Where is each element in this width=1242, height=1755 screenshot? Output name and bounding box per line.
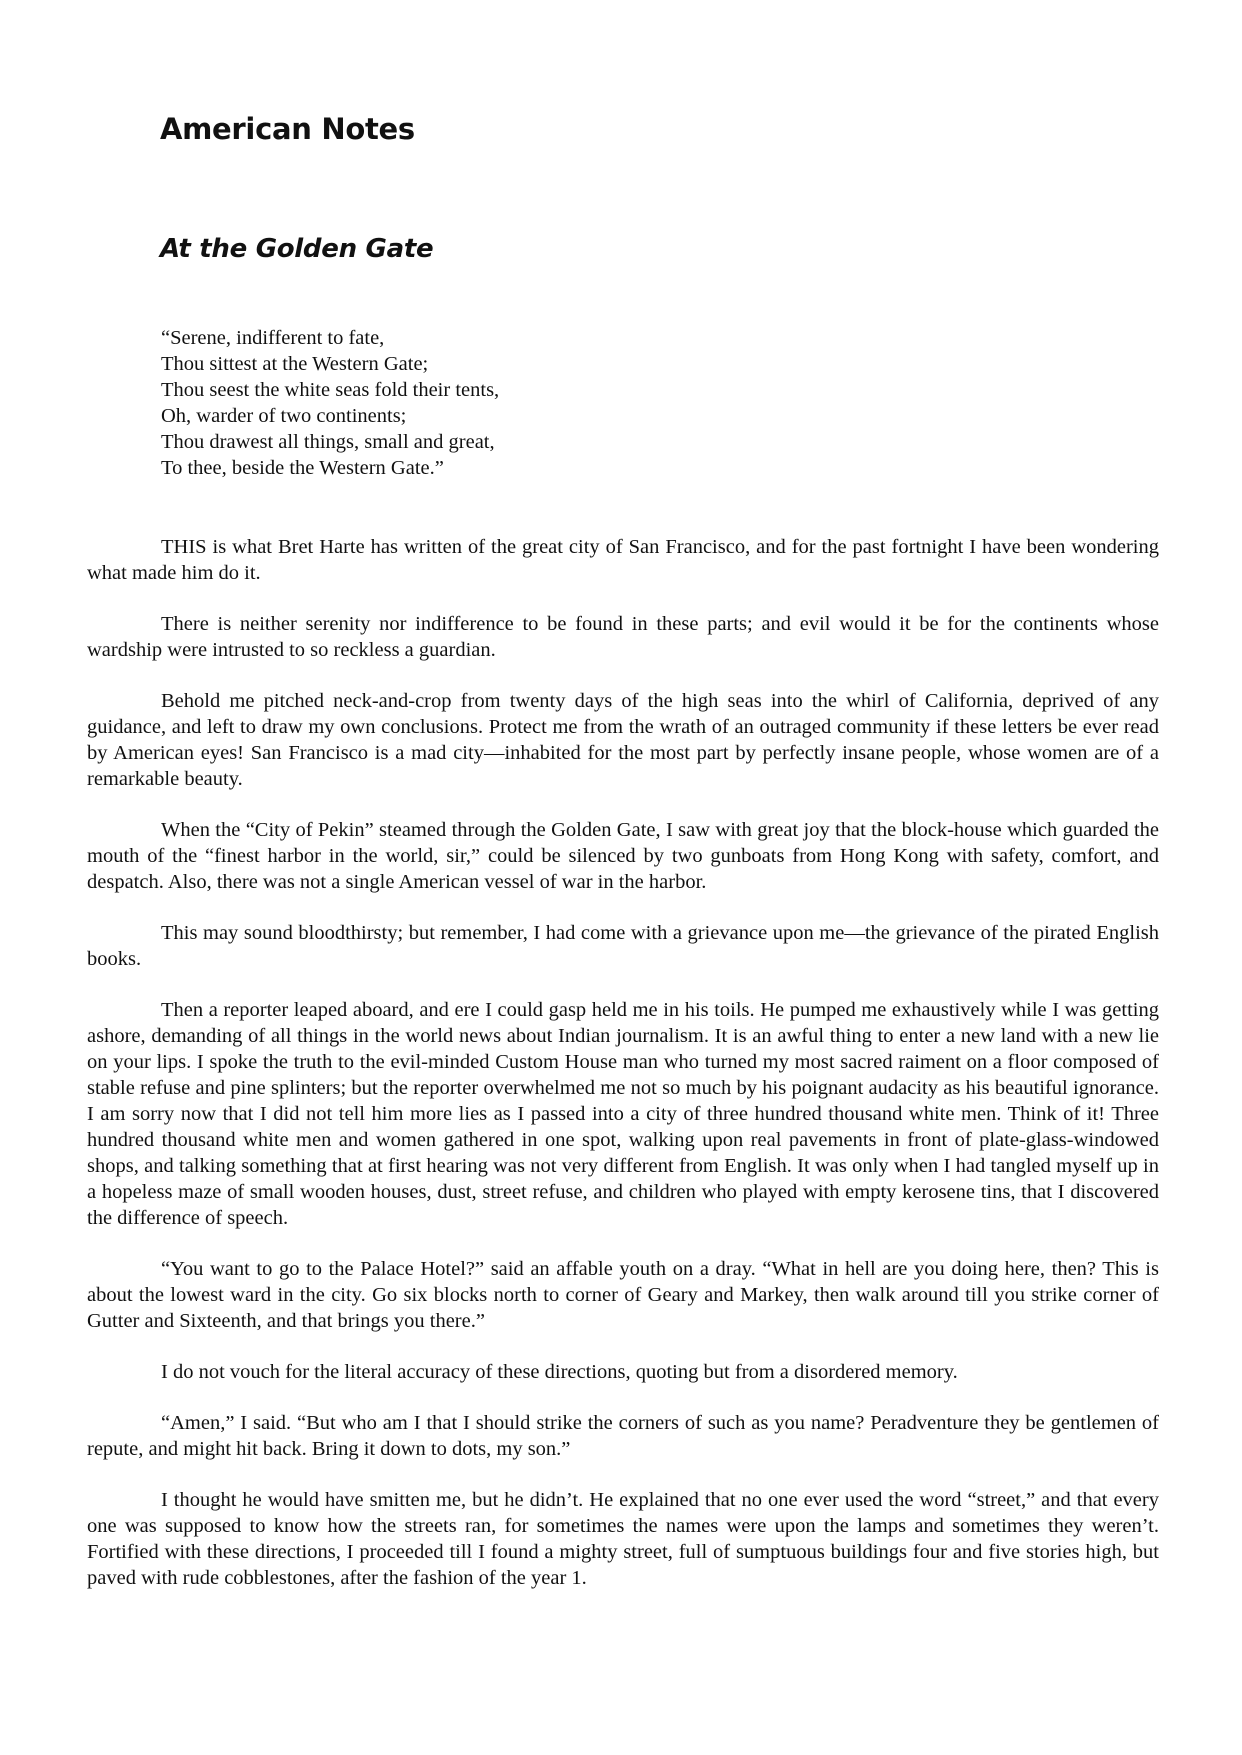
epigraph-poem <box>161 325 499 481</box>
paragraph: “Amen,” I said. “But who am I that I should strike the corners of such as you name? Peradventure they be gentlemen of repute, and might hit back. Bring it down to dots, my son.” <box>87 1412 1159 1460</box>
paragraph: “You want to go to the Palace Hotel?” said an affable youth on a dray. “What in hell are you doing here, then? This is about the lowest ward in the city. Go six blocks north to corner of Geary and Markey, then walk around till you strike corner of Gutter and Sixteenth, and that brings you there.” <box>87 1258 1159 1332</box>
poem-line: “Serene, indifferent to fate, <box>161 327 385 349</box>
paragraph: I thought he would have smitten me, but he didn’t. He explained that no one ever used the word “street,” and that every one was supposed to know how the streets ran, for sometimes the names were upon the lamps and sometimes they weren’t. Fortified with these directions, I proceeded till I found a mighty street, full of sumptuous buildings four and five stories high, but paved with rude cobblestones, after the fashion of the year 1. <box>87 1489 1159 1589</box>
poem-line: Oh, warder of two continents; <box>161 405 407 427</box>
poem-line: Thou drawest all things, small and great, <box>161 431 495 453</box>
chapter-title: At the Golden Gate <box>160 234 434 264</box>
paragraph: Then a reporter leaped aboard, and ere I could gasp held me in his toils. He pumped me exhaustively while I was getting ashore, demanding of all things in the world news about Indian journalism. It is an awful thing to enter a new land with a new lie on your lips. I spoke the truth to the evil-minded Custom House man who turned my most sacred raiment on a floor composed of stable refuse and pine splinters; but the reporter overwhelmed me not so much by his poignant audacity as his beautiful ignorance. I am sorry now that I did not tell him more lies as I passed into a city of three hundred thousand white men. Think of it! Three hundred thousand white men and women gathered in one spot, walking upon real pavements in front of plate-glass-windowed shops, and talking something that at first hearing was not very different from English. It was only when I had tangled myself up in a hopeless maze of small wooden houses, dust, street refuse, and children who played with empty kerosene tins, that I discovered the difference of speech. <box>87 999 1159 1229</box>
body-text <box>87 534 1159 1616</box>
poem-line: Thou seest the white seas fold their tents, <box>161 379 500 401</box>
paragraph: There is neither serenity nor indifference to be found in these parts; and evil would it be for the continents whose wardship were intrusted to so reckless a guardian. <box>87 613 1159 661</box>
poem-line: To thee, beside the Western Gate.” <box>161 457 444 479</box>
poem-line: Thou sittest at the Western Gate; <box>161 353 429 375</box>
paragraph: I do not vouch for the literal accuracy of these directions, quoting but from a disordered memory. <box>161 1361 958 1383</box>
paragraph: Behold me pitched neck-and-crop from twenty days of the high seas into the whirl of California, deprived of any guidance, and left to draw my own conclusions. Protect me from the wrath of an outraged community if these letters be ever read by American eyes! San Francisco is a mad city—inhabited for the most part by perfectly insane people, whose women are of a remarkable beauty. <box>87 690 1159 790</box>
paragraph: This may sound bloodthirsty; but remember, I had come with a grievance upon me—the grievance of the pirated English books. <box>87 922 1159 970</box>
paragraph: THIS is what Bret Harte has written of the great city of San Francisco, and for the past fortnight I have been wondering what made him do it. <box>87 536 1159 584</box>
book-title: American Notes <box>160 112 415 146</box>
paragraph: When the “City of Pekin” steamed through the Golden Gate, I saw with great joy that the block-house which guarded the mouth of the “finest harbor in the world, sir,” could be silenced by two gunboats from Hong Kong with safety, comfort, and despatch. Also, there was not a single American vessel of war in the harbor. <box>87 819 1159 893</box>
